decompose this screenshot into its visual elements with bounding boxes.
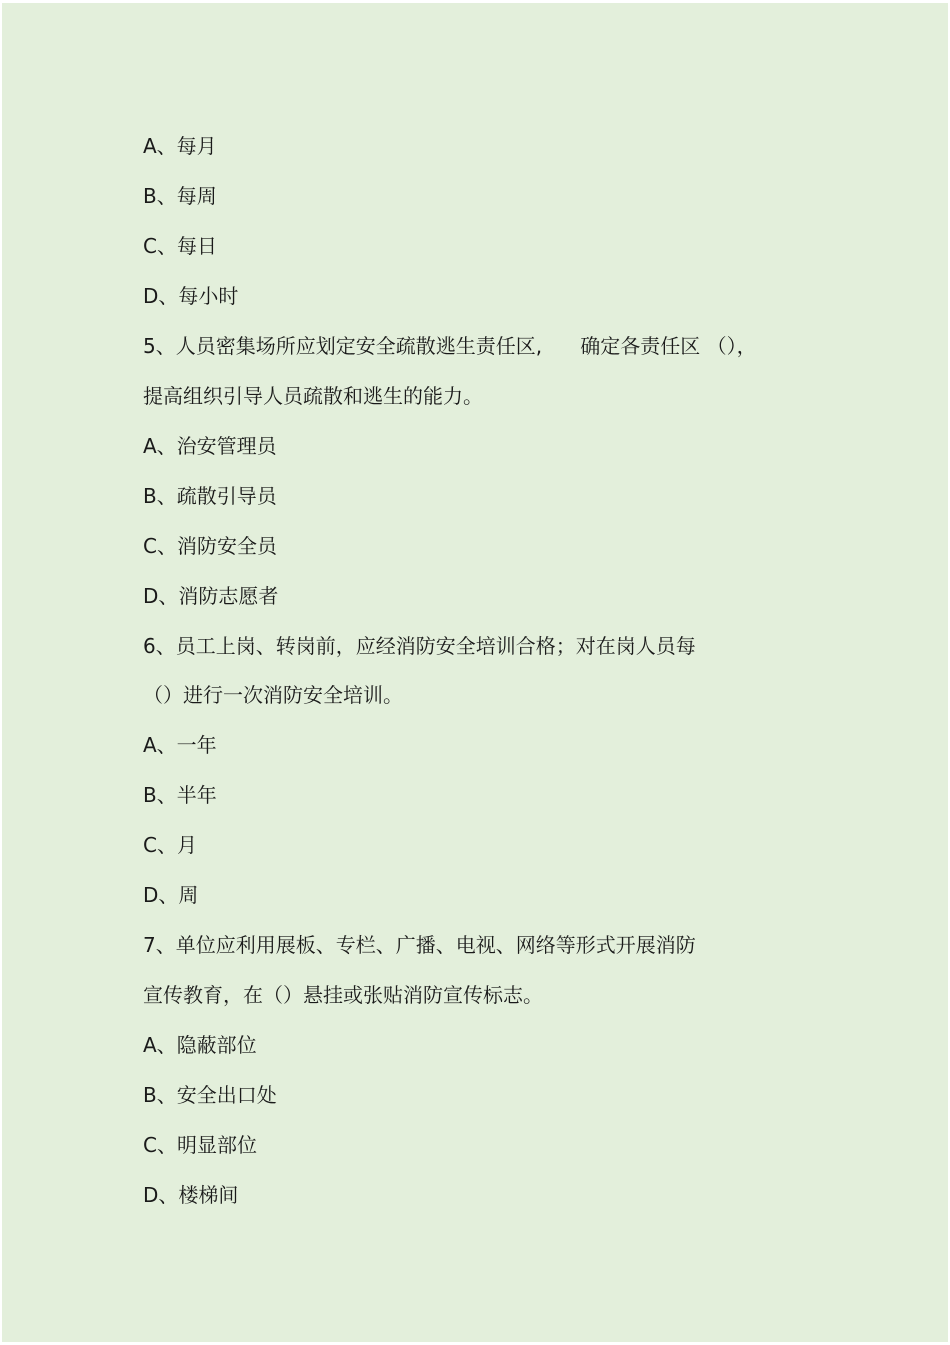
q7-option-d: D、楼梯间: [143, 1183, 239, 1207]
q4-option-d: D、每小时: [143, 284, 239, 308]
q5-option-c: C、消防安全员: [143, 534, 277, 558]
q5-question-line1: 5、人员密集场所应划定安全疏散逃生责任区, 确定各责任区 （），: [143, 334, 757, 358]
q5-option-d: D、消防志愿者: [143, 584, 279, 608]
q4-option-a: A、每月: [143, 134, 217, 158]
q7-question-line1: 7、单位应利用展板、专栏、广播、电视、网络等形式开展消防: [143, 933, 696, 957]
q7-option-c: C、明显部位: [143, 1133, 257, 1157]
q6-option-c: C、月: [143, 833, 197, 857]
q5-option-a: A、治安管理员: [143, 434, 277, 458]
q4-option-b: B、每周: [143, 184, 217, 208]
q7-question-line2: 宣传教育，在（）悬挂或张贴消防宣传标志。: [143, 983, 543, 1007]
q5-question-line2: 提高组织引导人员疏散和逃生的能力。: [143, 384, 483, 408]
q7-option-b: B、安全出口处: [143, 1083, 277, 1107]
q6-question-line2: （）进行一次消防安全培训。: [143, 683, 403, 707]
q5-option-b: B、疏散引导员: [143, 484, 277, 508]
q6-option-b: B、半年: [143, 783, 217, 807]
q6-option-d: D、周: [143, 883, 199, 907]
q4-option-c: C、每日: [143, 234, 217, 258]
q6-option-a: A、一年: [143, 733, 217, 757]
q7-option-a: A、隐蔽部位: [143, 1033, 257, 1057]
q6-question-line1: 6、员工上岗、转岗前，应经消防安全培训合格；对在岗人员每: [143, 634, 696, 658]
